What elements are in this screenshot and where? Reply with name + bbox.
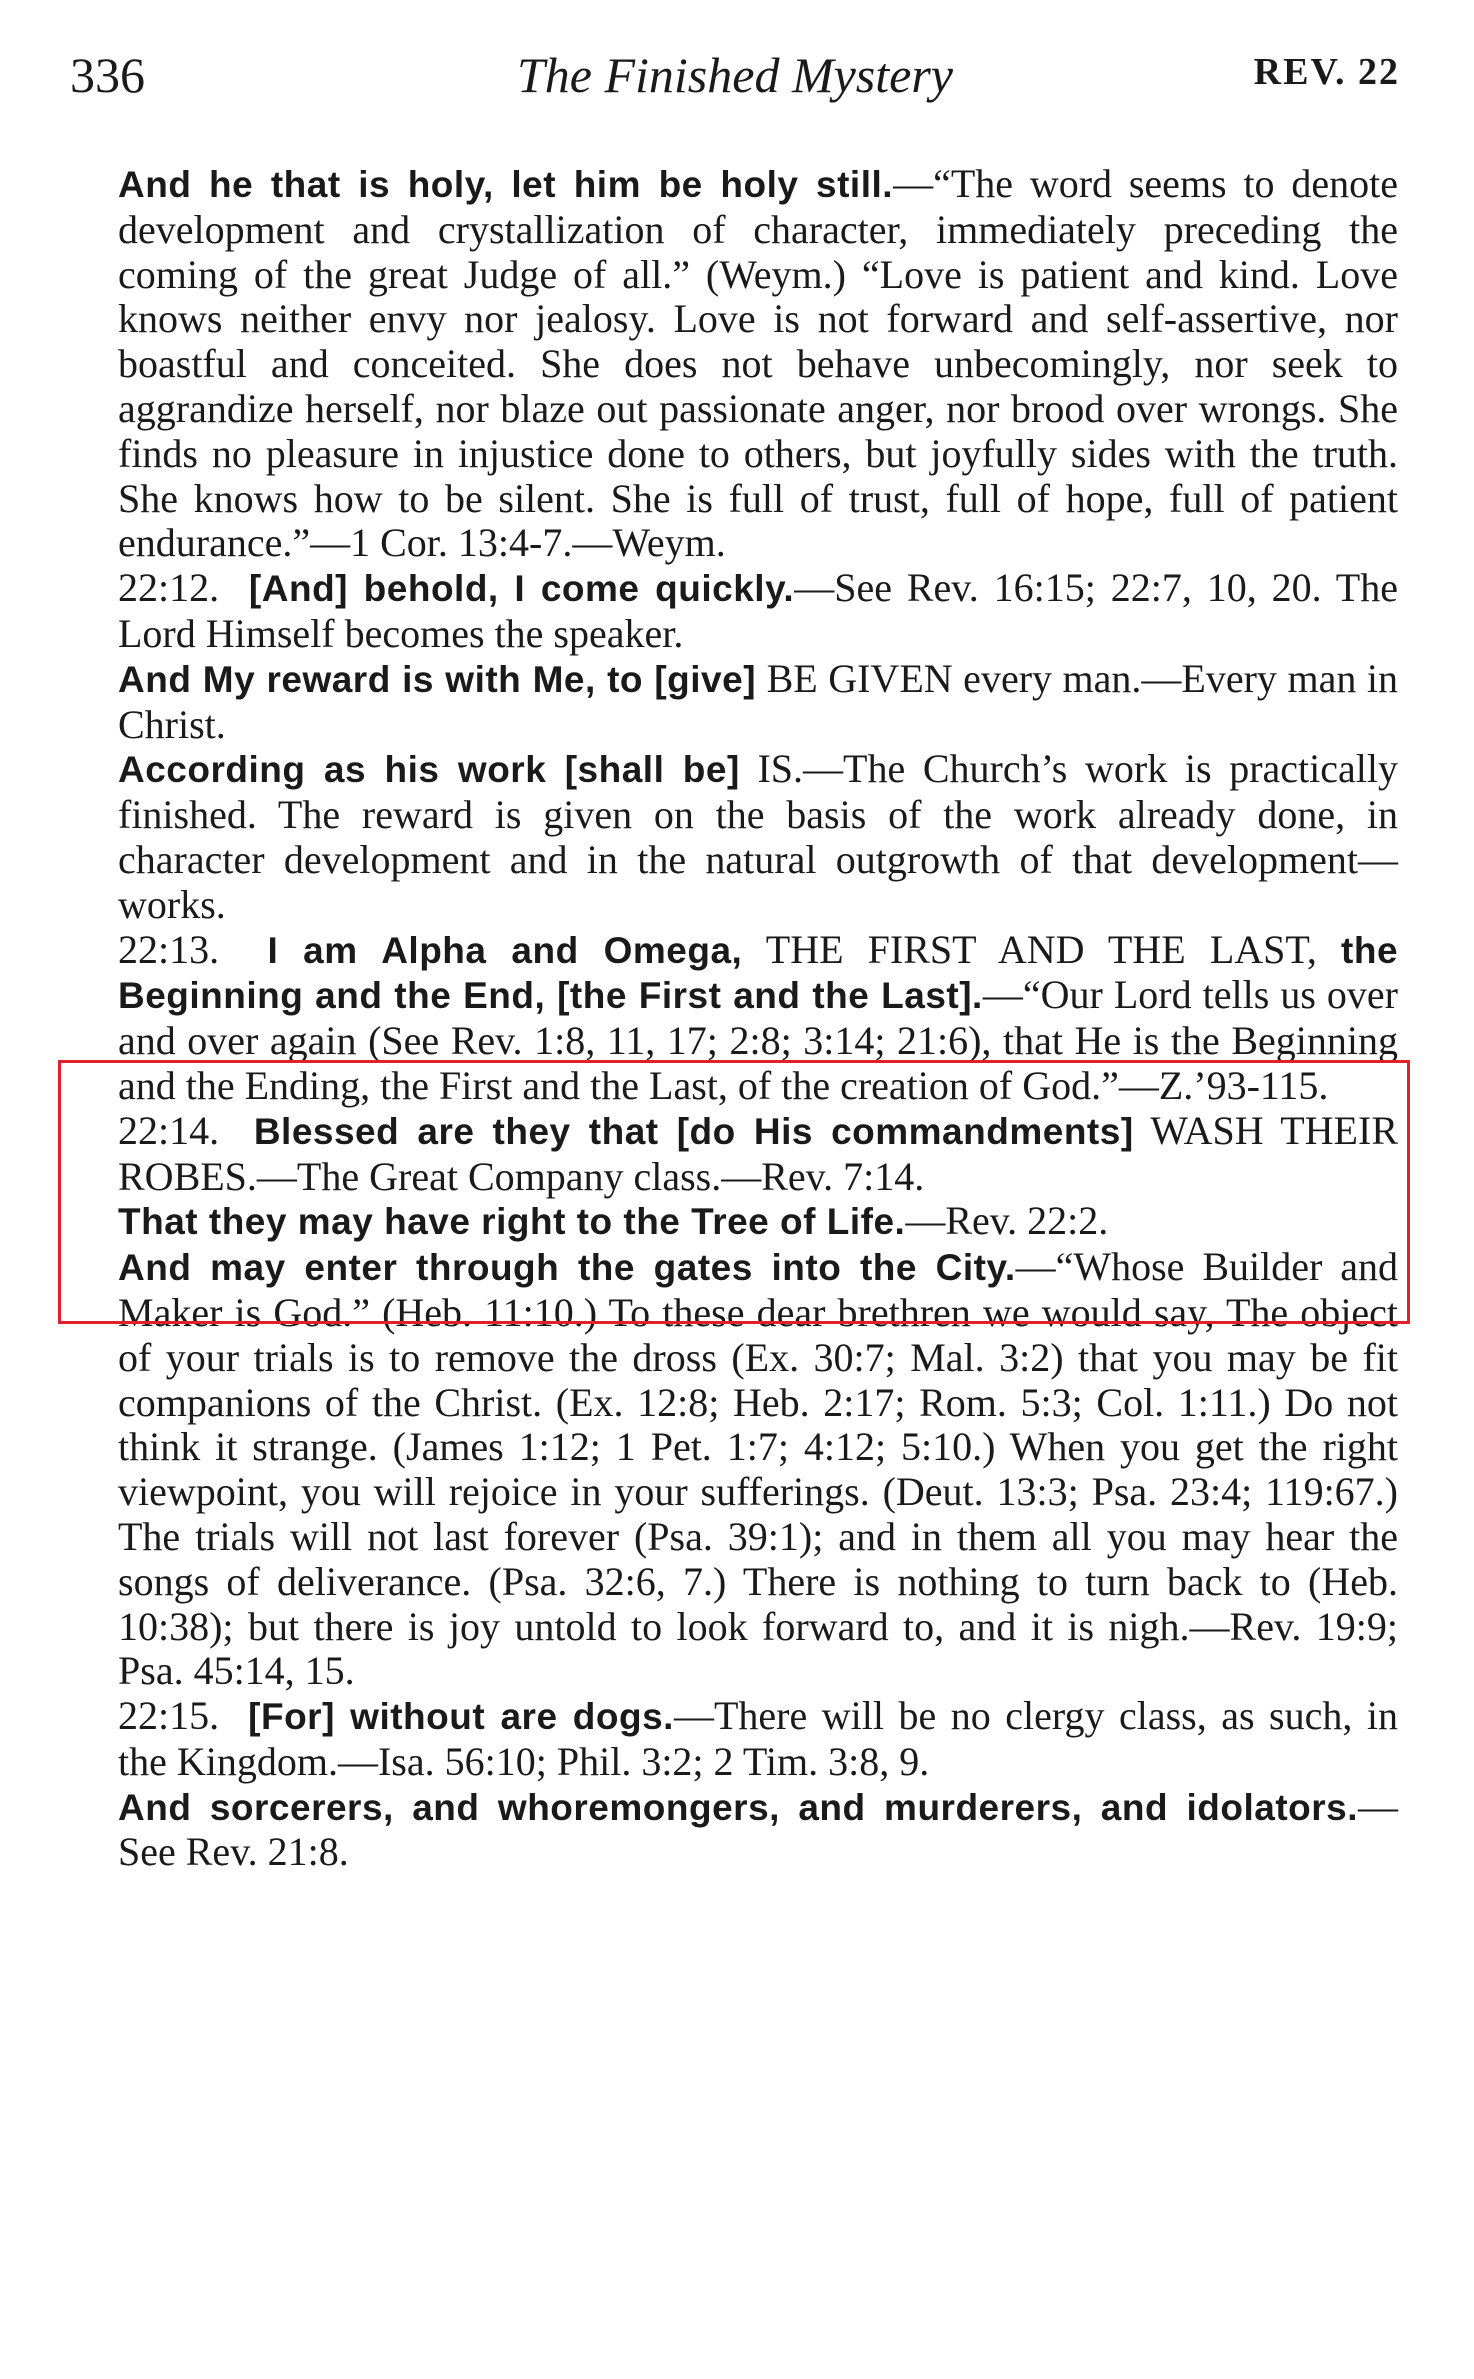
verse-phrase: And My reward is with Me, to [give] xyxy=(118,658,757,700)
commentary-text: —“Whose Builder and Maker is God.” (Heb. 11:10.) To these dear brethren we would say, The object of your trials is to remove the dross (Ex. 30:7; Mal. 3:2) that you may be fit companions of the Christ. (Ex. 12:8; Heb. 2:17; Rom. 5:3; Col. 1:11.) Do not think it strange. (James 1:12; 1 Pet. 1:7; 4:12; 5:10.) When you get the right viewpoint, you will rejoice in your sufferings. (Deut. 13:3; Psa. 23:4; 119:67.) The trials will not last forever (Psa. 39:1); and in them all you may hear the songs of deliverance. (Psa. 32:6, 7.) There is nothing to turn back to (Heb. 10:38); but there is joy untold to look forward to, and it is nigh.—Rev. 19:9; Psa. 45:14, 15. xyxy=(118,1244,1398,1694)
page-number: 336 xyxy=(70,47,145,103)
paragraph-verse-22-13 xyxy=(74,928,1398,1109)
paragraph-verse-22-14 xyxy=(74,1109,1398,1200)
commentary-text: —“The word seems to denote development and crystallization of character, immediately preceding the coming of the great Judge of all.” (Weym.) “Love is patient and kind. Love knows neither envy nor jealosy. Love is not forward and self-assertive, nor boastful and conceited. She does not behave unbecomingly, nor seek to aggrandize herself, nor blaze out passionate anger, nor brood over wrongs. She finds no pleasure in injustice done to others, but joyfully sides with the truth. She knows how to be silent. She is full of trust, full of hope, full of patient endurance.”—1 Cor. 13:4-7.—Weym. xyxy=(118,161,1399,566)
paragraph-sorcerers xyxy=(74,1785,1398,1876)
commentary-text: —Rev. 22:2. xyxy=(905,1198,1109,1244)
verse-phrase: And he that is holy, let him be holy still. xyxy=(118,164,894,205)
paragraph-my-reward xyxy=(74,657,1398,748)
verse-number: 22:15. xyxy=(118,1693,220,1739)
paragraph-verse-22-15 xyxy=(74,1694,1398,1785)
verse-phrase: And sorcerers, and whoremongers, and murderers, and idolators. xyxy=(118,1786,1358,1828)
verse-number: 22:14. xyxy=(118,1107,220,1153)
verse-phrase: I am Alpha and Omega, xyxy=(267,929,743,971)
paragraph-holy-still xyxy=(74,162,1398,566)
commentary-text: WASH THEIR ROBES.—The Great Company class.—Rev. 7:14. xyxy=(118,1107,1398,1199)
inserted-caps: THE FIRST AND THE LAST, xyxy=(742,926,1342,972)
chapter-reference: REV. 22 xyxy=(1253,51,1400,93)
verse-phrase: [And] behold, I come quickly. xyxy=(248,568,795,610)
commentary-text: BE GIVEN every man.—Every man in Christ. xyxy=(118,655,1398,747)
verse-phrase-continued: the Beginning and the End, [the First and the Last]. xyxy=(118,929,1399,1017)
commentary-body xyxy=(74,162,1398,1875)
commentary-text: —See Rev. 21:8. xyxy=(118,1783,1398,1875)
paragraph-tree-of-life xyxy=(74,1199,1398,1245)
paragraph-according-work xyxy=(74,747,1398,927)
verse-phrase: And may enter through the gates into the City. xyxy=(118,1247,1016,1289)
commentary-text: —See Rev. 16:15; 22:7, 10, 20. The Lord Himself becomes the speaker. xyxy=(118,565,1398,656)
verse-phrase: Blessed are they that [do His commandments] xyxy=(253,1110,1134,1152)
commentary-text: —There will be no clergy class, as such, in the Kingdom.—Isa. 56:10; Phil. 3:2; 2 Tim. 3:8, 9. xyxy=(118,1693,1398,1784)
verse-phrase: That they may have right to the Tree of Life. xyxy=(118,1201,906,1243)
verse-number: 22:13. xyxy=(118,926,220,972)
paragraph-enter-city xyxy=(74,1245,1398,1694)
verse-phrase: [For] without are dogs. xyxy=(248,1696,674,1738)
verse-phrase: According as his work [shall be] xyxy=(118,749,740,791)
paragraph-verse-22-12 xyxy=(74,566,1398,657)
verse-number: 22:12. xyxy=(118,565,220,611)
commentary-text: IS.—The Church’s work is practically finished. The reward is given on the basis of the work already done, in character development and in the natural outgrowth of that development—works. xyxy=(118,746,1398,927)
running-title: The Finished Mystery xyxy=(516,47,953,103)
commentary-text: —“Our Lord tells us over and over again (See Rev. 1:8, 11, 17; 2:8; 3:14; 21:6), that He is the Beginning and the Ending, the First and the Last, of the creation of God.”—Z.’93-115. xyxy=(118,972,1399,1108)
page-header xyxy=(70,40,1400,120)
